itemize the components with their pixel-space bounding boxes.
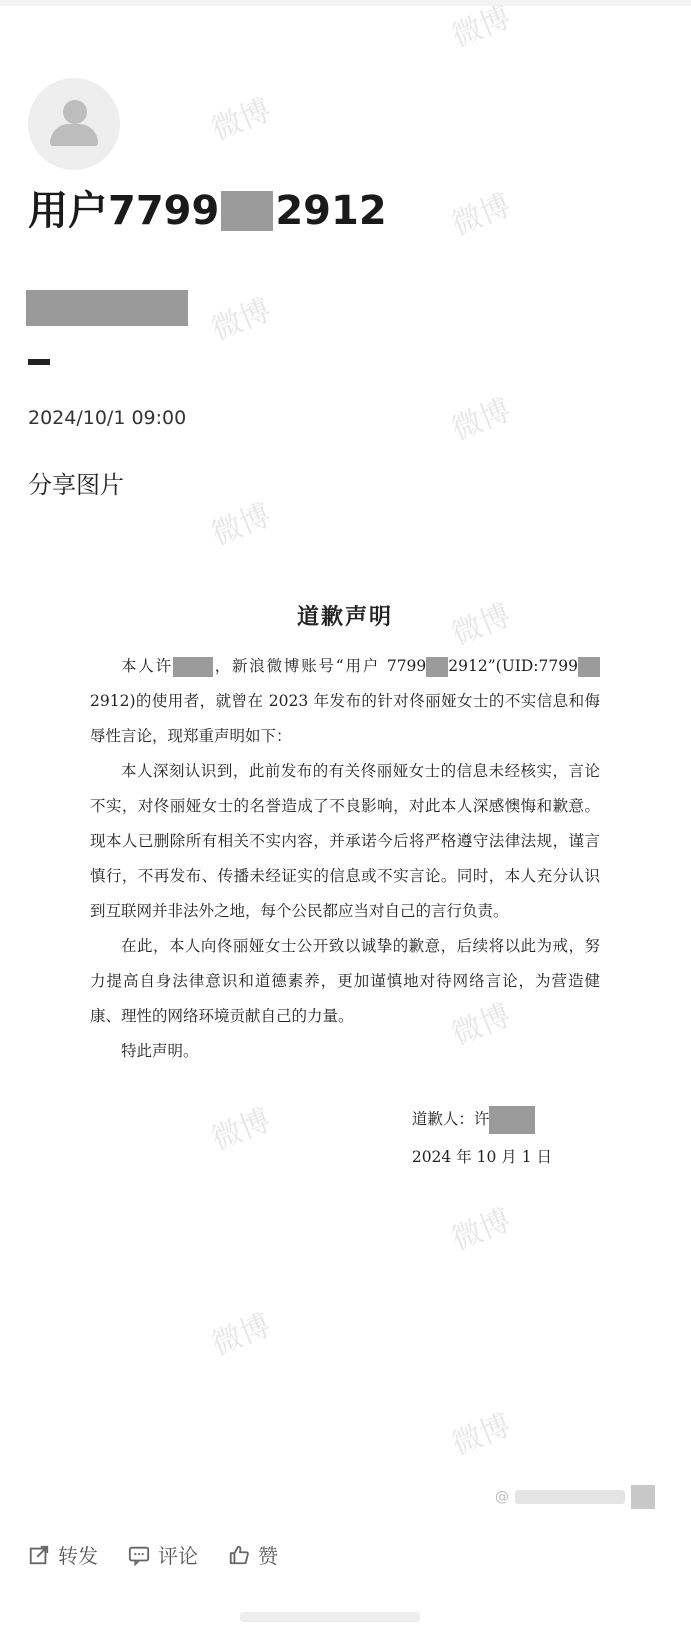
repost-icon (28, 1544, 50, 1566)
avatar-icon-body (50, 124, 98, 146)
watermark-text: 微博 (446, 597, 516, 653)
watermark-text: 微博 (206, 497, 276, 553)
doc-text: 本人许 (121, 657, 173, 675)
username-mask (221, 191, 273, 231)
id-mask (426, 657, 448, 677)
doc-text: 2912”(UID:7799 (448, 657, 578, 675)
doc-text: 2912)的使用者，就曾在 2023 年发布的针对佟丽娅女士的不实信息和侮辱性言论，现郑重声明如下： (90, 692, 600, 745)
watermark-text: 微博 (446, 392, 516, 448)
blurred-footer (240, 1612, 420, 1622)
blurred-mark (631, 1485, 655, 1509)
doc-text: ，新浪微博账号“用户 7799 (212, 657, 427, 675)
comment-label: 评论 (158, 1544, 198, 1568)
signer-label: 道歉人：许 (411, 1110, 490, 1128)
avatar[interactable] (28, 78, 120, 170)
like-icon (228, 1544, 250, 1566)
watermark-text: 微博 (446, 1407, 516, 1463)
watermark-text: 微博 (206, 292, 276, 348)
action-bar (28, 1540, 278, 1569)
username[interactable] (28, 183, 387, 239)
name-mask (173, 657, 213, 677)
dash-mark (28, 359, 50, 365)
username-prefix: 用户7799 (28, 188, 220, 234)
repost-label: 转发 (58, 1544, 98, 1568)
watermark-text: 微博 (206, 92, 276, 148)
document-paragraph-1 (90, 649, 600, 754)
redacted-block (26, 290, 188, 326)
top-bar (0, 0, 691, 6)
uid-mask (578, 657, 600, 677)
watermark-text: 微博 (446, 187, 516, 243)
like-button[interactable] (228, 1540, 278, 1569)
blurred-handle (515, 1490, 625, 1504)
document-paragraph-2: 本人深刻认识到，此前发布的有关佟丽娅女士的信息未经核实，言论不实，对佟丽娅女士的名誉造成了不良影响，对此本人深感懊悔和歉意。现本人已删除所有相关不实内容，并承诺今后将严格遵守法律法规，谨言慎行，不再发布、传播未经证实的信息或不实言论。同时，本人充分认识到互联网并非法外之地，每个公民都应当对自己的言行负责。 (90, 762, 600, 920)
avatar-icon (63, 100, 87, 124)
signer-mask (489, 1106, 535, 1134)
document-paragraph-3: 在此，本人向佟丽娅女士公开致以诚挚的歉意，后续将以此为戒，努力提高自身法律意识和道德素养，更加谨慎地对待网络言论，为营造健康、理性的网络环境贡献自己的力量。 (90, 937, 600, 1025)
document-paragraph-4: 特此声明。 (121, 1042, 199, 1060)
like-label: 赞 (258, 1544, 278, 1568)
post-text: 分享图片 (28, 471, 124, 499)
username-suffix: 2912 (275, 188, 387, 234)
signer-line (412, 1100, 552, 1138)
watermark-text: 微博 (446, 997, 516, 1053)
watermark-text: 微博 (446, 1202, 516, 1258)
document-title: 道歉声明 (296, 604, 393, 630)
watermark-text: 微博 (446, 0, 516, 55)
image-watermark (495, 1484, 660, 1510)
comment-button[interactable] (128, 1540, 198, 1569)
document-date: 2024 年 10 月 1 日 (411, 1148, 552, 1166)
apology-document-image[interactable] (90, 600, 600, 1200)
watermark-logo-icon: @ (495, 1489, 509, 1505)
repost-button[interactable] (28, 1540, 98, 1569)
post-timestamp: 2024/10/1 09:00 (28, 407, 187, 429)
comment-icon (128, 1544, 150, 1566)
document-signature (412, 1100, 552, 1176)
watermark-text: 微博 (206, 1307, 276, 1363)
watermark-text: 微博 (206, 1102, 276, 1158)
